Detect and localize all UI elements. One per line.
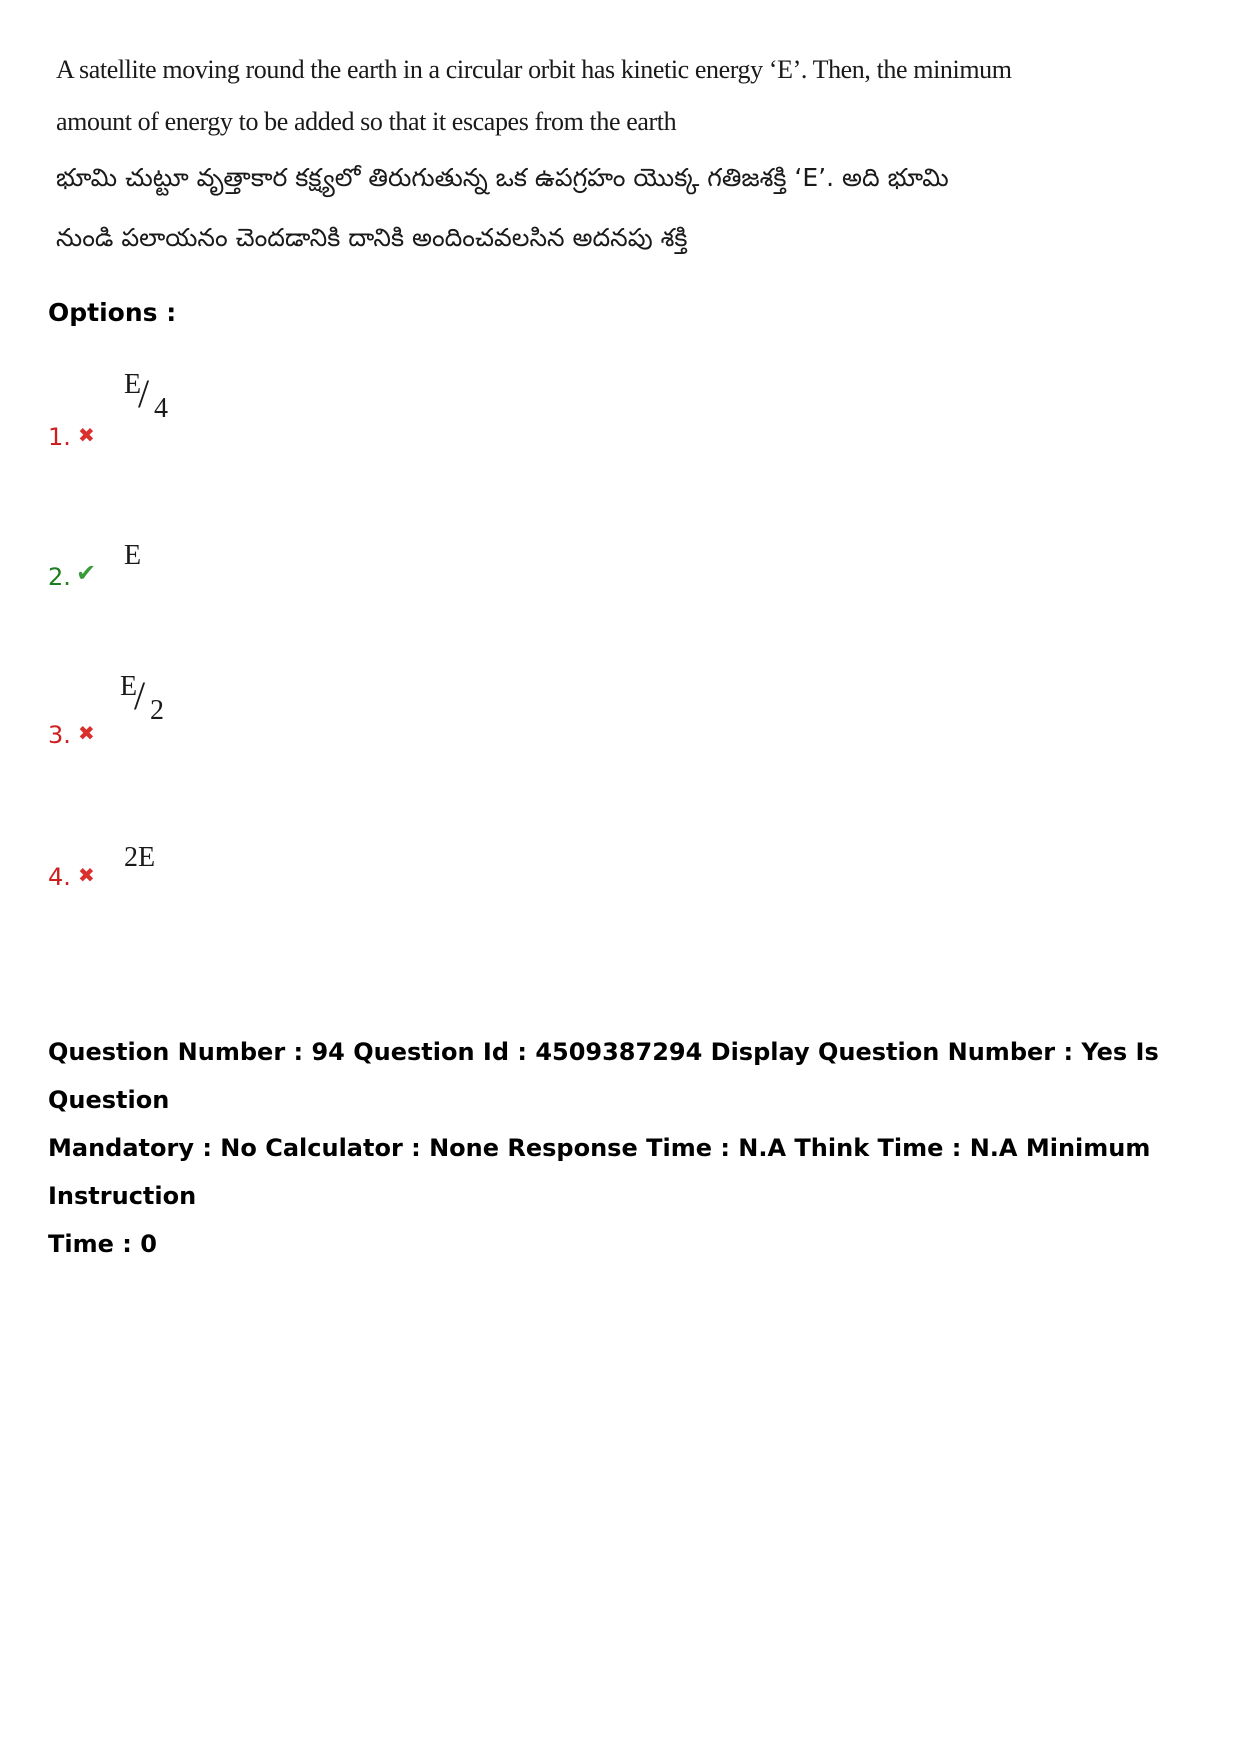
check-icon: ✔ [76, 559, 97, 587]
question-english-line-2: amount of energy to be added so that it escapes from the earth [56, 107, 677, 136]
fraction-slash: / [134, 673, 146, 718]
options-heading: Options : [48, 298, 177, 327]
question-english-line-1: A satellite moving round the earth in a circular orbit has kinetic energy ‘E’. Then, the minimum [56, 55, 1012, 84]
metadata-line-2: Mandatory : No Calculator : None Response Time : N.A Think Time : N.A Minimum Instruction [48, 1134, 1151, 1210]
option-1 [48, 370, 648, 470]
option-number: 4. [48, 863, 71, 891]
cross-icon: ✖ [78, 423, 95, 447]
question-metadata [48, 1028, 1208, 1268]
fraction-numerator: E [120, 671, 138, 702]
cross-icon: ✖ [78, 721, 95, 745]
option-4 [48, 842, 648, 942]
option-3 [48, 672, 648, 772]
cross-icon: ✖ [78, 863, 95, 887]
question-telugu-line-1: భూమి చుట్టూ వృత్తాకార కక్ష్యలో తిరుగుతున్న ఒక ఉపగ్రహం యొక్క గతిజశక్తి ‘E’. అది భూమి [56, 163, 949, 192]
option-2 [48, 540, 648, 640]
option-number: 1. [48, 423, 71, 451]
metadata-line-3: Time : 0 [48, 1230, 157, 1258]
fraction-slash: / [138, 371, 150, 416]
question-text [56, 44, 1012, 268]
option-number: 3. [48, 721, 71, 749]
fraction-denominator: 4 [154, 393, 168, 424]
option-value: E [124, 540, 142, 571]
option-value: 2E [124, 842, 156, 873]
fraction-numerator: E [124, 369, 142, 400]
metadata-line-1: Question Number : 94 Question Id : 4509387294 Display Question Number : Yes Is Question [48, 1038, 1159, 1114]
option-number: 2. [48, 563, 71, 591]
question-telugu-line-2: నుండి పలాయనం చెందడానికి దానికి అందించవలసిన అదనపు శక్తి [56, 223, 688, 252]
fraction-denominator: 2 [150, 695, 164, 726]
